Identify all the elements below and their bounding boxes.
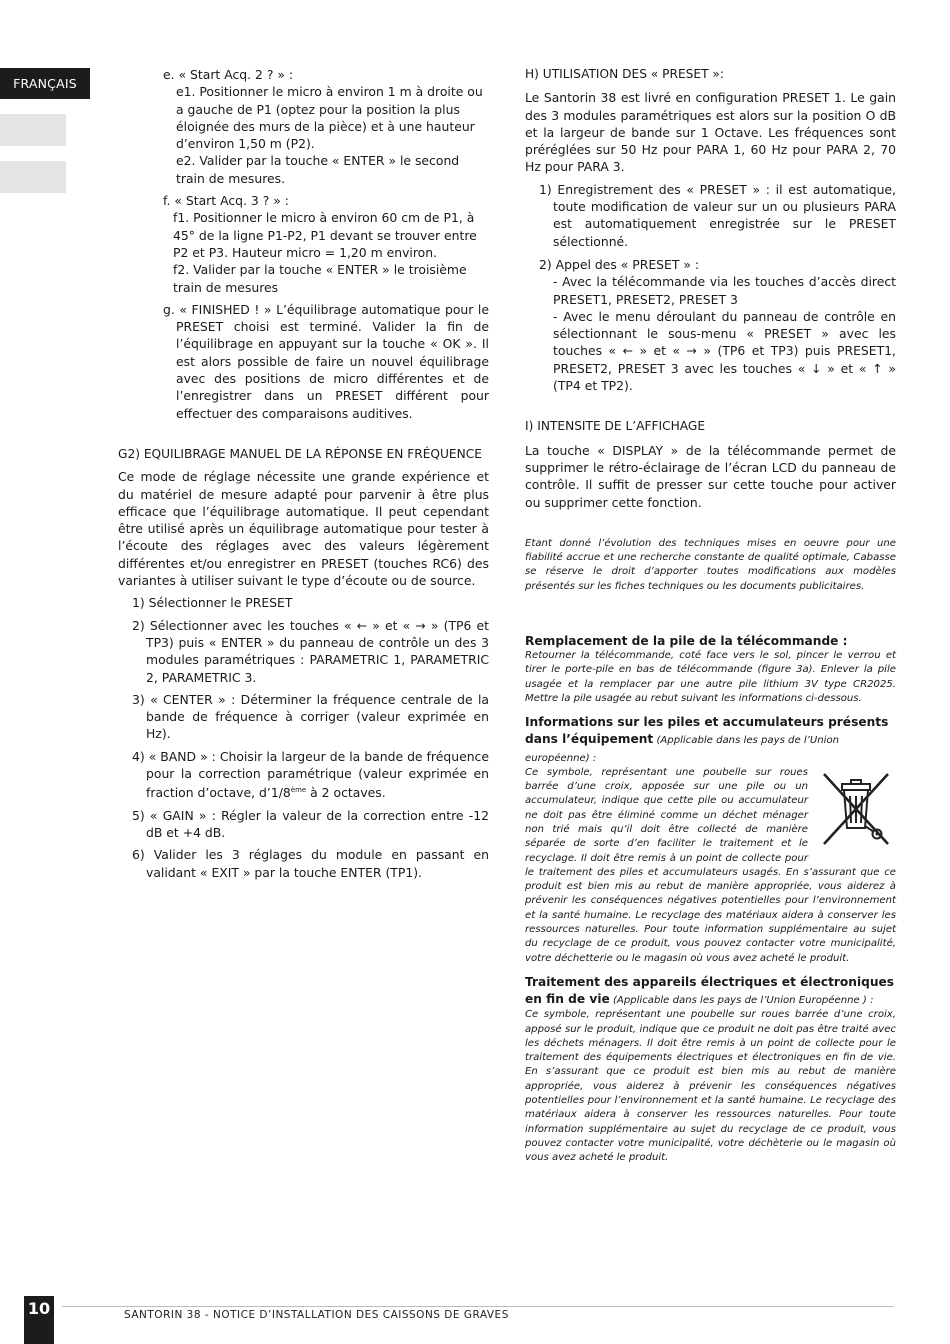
preset-item-1: 1) Enregistrement des « PRESET » : il est automatique, toute modification de valeur sur un ou plusieurs PARA est automatiquement enregistrée sur le PRESET sélectionné. xyxy=(539,181,896,249)
step-e2: e2. Valider par la touche « ENTER » le second train de mesures. xyxy=(176,153,460,186)
footer-divider xyxy=(62,1306,894,1307)
g2-step-6: 6) Valider les 3 réglages du module en passant en validant « EXIT » par la touche ENTER (TP1). xyxy=(132,847,489,880)
g2-step-4-text: 4) « BAND » : Choisir la largeur de la bande de fréquence pour la correction paramétrique (valeur exprimée en fraction d’octave, d’1/8 xyxy=(132,748,489,801)
piles-note: (Applicable dans les pays de l’Union européenne) : xyxy=(525,735,840,764)
section-i-heading: I) INTENSITE DE L’AFFICHAGE xyxy=(525,419,706,434)
preset-list xyxy=(539,181,896,395)
g2-step-4-sup: ème xyxy=(290,786,307,795)
deee-text: Ce symbole, représentant une poubelle sur roues barrée d’une croix, apposé sur le produit, indique que ce produit ne doit pas être traité avec les déchets ménagers. Il doit être remis à un point de collecte pour le traitement des équipements électriques et électroniques en fin de vie. En s’assurant que ce produit est bien mis au rebut de manière appropriée, vous aiderez à prévenir les conséquences négatives potentielles pour l’environnement et la santé humaine. Le recyclage des matériaux aidera à conserver les ressources naturelles. Pour toute information supplémentaire au sujet du recyclage de ce produit, vous pouvez contacter votre municipalité, votre déchèterie ou le magasin où vous avez acheté le produit. xyxy=(525,1009,896,1164)
piles-block xyxy=(525,766,896,966)
piles-subtitle xyxy=(525,731,896,766)
step-e-title: e. « Start Acq. 2 ? » : xyxy=(163,67,294,82)
sidebar-tab-placeholder xyxy=(0,114,66,146)
step-g xyxy=(163,301,489,422)
disclaimer: Etant donné l’évolution des techniques mises en oeuvre pour une fiabilité accrue et une recherche constante de qualité optimale, Cabasse se réserve le droit d’apporter toutes modifications aux modèles présentés sur les fiches techniques ou les documents publicitaires. xyxy=(525,537,896,592)
preset-item-2b: - Avec le menu déroulant du panneau de contrôle en sélectionnant le sous-menu « PRESET » avec les touches « ← » et « → » (TP6 et TP3) puis PRESET1, PRESET2, PRESET 3 avec les touches « ↓ » et « ↑ » (TP4 et TP2). xyxy=(553,308,896,394)
step-f xyxy=(163,192,489,296)
battery-text: Retourner la télécommande, coté face vers le sol, pincer le verrou et tirer le porte-pile en bas de télécommande (figure 3a). Enlever la pile usagée et la remplacer par une autre pile lithium 3V type CR2025. Mettre la pile usagée au rebut suivant les informations ci-dessous. xyxy=(525,650,896,704)
battery-title: Remplacement de la pile de la télécommande : xyxy=(525,634,848,649)
right-column xyxy=(525,66,896,1166)
step-e1: e1. Positionner le micro à environ 1 m à droite ou a gauche de P1 (optez pour la position la plus éloignée des murs de la pièce) et à une hauteur d’environ 1,50 m (P2). xyxy=(176,84,483,152)
crossed-bin-icon xyxy=(816,768,896,850)
deee-subtitle-bold: en fin de vie xyxy=(525,991,610,1006)
section-h-heading: H) UTILISATION DES « PRESET »: xyxy=(525,67,724,81)
step-f1: f1. Positionner le micro à environ 60 cm de P1, à 45° de la ligne P1-P2, P1 devant se trouver entre P2 et P3. Hauteur micro = 1,20 m environ. xyxy=(173,210,477,260)
step-f2: f2. Valider par la touche « ENTER » le troisième train de mesures xyxy=(173,262,467,295)
section-g2-intro: Ce mode de réglage nécessite une grande expérience et du matériel de mesure adapté pour parvenir à être plus efficace que l’équilibrage automatique. Il peut cependant être utilisé après un équilibrage automatique pour tester à l’écoute des réglages avec des valeurs légèrement différentes et/ou enregistrer en PRESET (touches RC6) des variantes à utiliser suivant le type d’écoute ou de source. xyxy=(118,469,489,589)
step-e xyxy=(163,66,489,187)
g2-step-5: 5) « GAIN » : Régler la valeur de la correction entre -12 dB et +4 dB. xyxy=(132,807,489,840)
deee-subtitle xyxy=(525,991,896,1008)
section-h-intro: Le Santorin 38 est livré en configuration PRESET 1. Le gain des 3 modules paramétriques est alors sur la position O dB et la largeur de bande sur 1 Octave. Les fréquences sont préréglées sur 50 Hz pour PARA 1, 60 Hz pour PARA 2, 70 Hz pour PARA 3. xyxy=(525,90,896,175)
g2-steps-list xyxy=(132,594,489,881)
step-g-text: g. « FINISHED ! » L’équilibrage automatique pour le PRESET choisi est terminé. Valider la fin de l’équilibrage en appuyant sur la touche « OK ». Il est alors possible de faire un nouvel équilibrage avec des positions de micro différentes et de l’enregistrer dans un PRESET différent pour effectuer des comparaisons auditives. xyxy=(163,301,489,421)
section-i-text: La touche « DISPLAY » de la télécommande permet de supprimer le rétro-éclairage de l’écran LCD du panneau de contrôle. Il suffit de presser sur cette touche pour activer ou supprimer cette fonction. xyxy=(525,442,896,510)
deee-note: (Applicable dans les pays de l’Union Européenne ) : xyxy=(609,994,874,1006)
step-f-title: f. « Start Acq. 3 ? » : xyxy=(163,193,289,209)
g2-step-4-end: à 2 octaves. xyxy=(306,785,386,801)
g2-step-2: 2) Sélectionner avec les touches « ← » et « → » (TP6 et TP3) puis « ENTER » du panneau de contrôle un des 3 modules paramétriques : PARAMETRIC 1, PARAMETRIC 2, PARAMETRIC 3. xyxy=(132,617,489,685)
piles-text: Ce symbole, représentant une poubelle sur roues barrée d’une croix, apposée sur une pile ou un accumulateur, indique que cette pile ou accumulateur ne doit pas être éliminé comme un déchet ménager non trié mais qu’il doit être collecté de manière séparée de sorte d’en faciliter le traitement et le recyclage. Il doit être remis à un point de collecte pour le traitement des piles et accumulateurs usagés. En s’assurant que ce produit est bien mis au rebut de manière appropriée, vous aiderez à prévenir les conséquences négatives potentielles pour l’environnement et la santé humaine. Le recyclage des matériaux aidera à conserver les ressources naturelles. Pour toute information supplémentaire au sujet du recyclage de ce produit, vous pouvez contacter votre municipalité, votre déchetterie ou le magasin où vous avez acheté le produit. xyxy=(525,766,896,964)
page-number: 10 xyxy=(24,1296,54,1344)
piles-title: Informations sur les piles et accumulateurs présents xyxy=(525,715,889,730)
sidebar-tab-placeholder xyxy=(0,161,66,193)
footer-title: SANTORIN 38 - NOTICE D’INSTALLATION DES CAISSONS DE GRAVES xyxy=(124,1309,509,1321)
left-column xyxy=(118,66,489,881)
preset-item-2-title: 2) Appel des « PRESET » : xyxy=(539,256,700,272)
g2-step-3: 3) « CENTER » : Déterminer la fréquence centrale de la bande de fréquence à corriger (valeur exprimée en Hz). xyxy=(132,691,489,742)
section-g2-heading: G2) EQUILIBRAGE MANUEL DE LA RÉPONSE EN FRÉQUENCE xyxy=(118,446,482,461)
piles-subtitle-bold: dans l’équipement xyxy=(525,732,654,747)
deee-title: Traitement des appareils électriques et électroniques xyxy=(525,974,895,989)
g2-step-4 xyxy=(132,748,489,802)
preset-item-2a: - Avec la télécommande via les touches d’accès direct PRESET1, PRESET2, PRESET 3 xyxy=(553,274,896,307)
language-tab: FRANÇAIS xyxy=(0,68,90,99)
g2-step-1: 1) Sélectionner le PRESET xyxy=(132,595,293,611)
